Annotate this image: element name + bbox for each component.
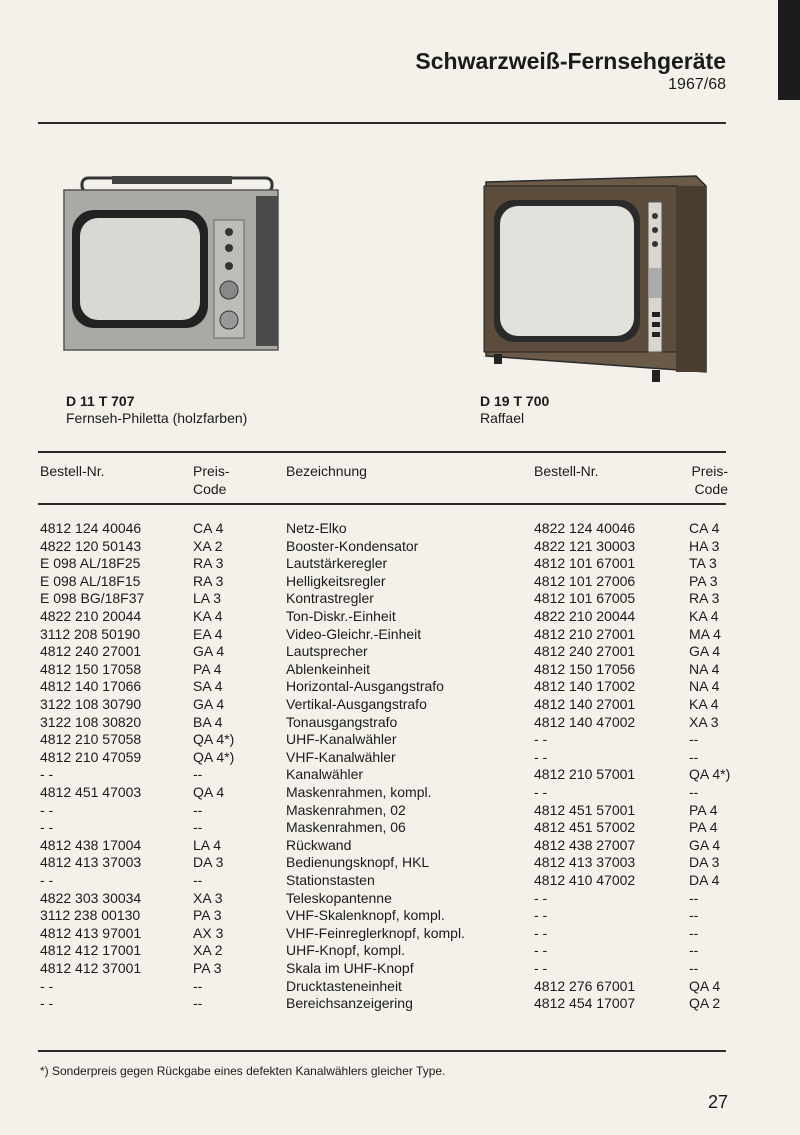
order-number-b: 4822 210 20044 [534,608,636,624]
table-row [0,819,800,837]
part-description: Drucktasteneinheit [286,977,402,994]
product-model: D 11 T 707 [66,393,135,409]
price-code-a: XA 2 [193,537,223,554]
part-description: Maskenrahmen, 06 [286,819,406,836]
product-image-philetta [62,176,282,352]
table-row [0,907,800,925]
order-number-b: 4812 140 47002 [534,713,636,730]
price-code-a: PA 3 [193,907,222,924]
part-description: Rückwand [286,836,352,853]
price-code-b: NA 4 [689,678,720,695]
order-number-a: 4812 413 97001 [40,924,142,941]
price-code-b: -- [689,784,699,800]
price-code-a: QA 4*) [193,731,235,748]
col-header-price-a [193,462,230,498]
part-description: VHF-Feinreglerknopf, kompl. [286,924,465,941]
table-row [0,960,800,978]
footnote: *) Sonderpreis gegen Rückgabe eines defekten Kanalwählers gleicher Type. [40,1064,446,1078]
price-code-a: BA 4 [193,713,223,730]
order-number-b: - - [534,924,548,941]
col-header-line: Preis- [691,463,728,479]
price-code-b: CA 4 [689,520,720,536]
order-number-a: 4822 210 20044 [40,608,142,624]
price-code-a: -- [193,872,203,888]
order-number-a: - - [40,766,54,783]
order-number-b: - - [534,960,548,976]
order-number-a: E 098 AL/18F25 [40,555,141,572]
page-subtitle: 1967/68 [668,76,726,93]
price-code-b: TA 3 [689,555,717,572]
order-number-b: 4812 410 47002 [534,872,636,888]
table-top-rule [38,451,726,453]
table-row [0,520,800,538]
price-code-b: GA 4 [689,643,721,660]
table-header-rule [38,503,726,505]
part-description: Lautstärkeregler [286,555,388,572]
part-description: Netz-Elko [286,520,347,536]
price-code-a: -- [193,819,203,836]
price-code-b: -- [689,889,699,906]
table-row [0,784,800,802]
price-code-b: -- [689,731,699,748]
price-code-b: NA 4 [689,660,720,677]
order-number-b: 4812 454 17007 [534,995,636,1012]
order-number-b: 4812 101 67001 [534,555,636,572]
order-number-a: 3122 108 30790 [40,696,142,712]
price-code-b: QA 2 [689,995,721,1012]
price-code-b: PA 4 [689,801,718,818]
price-code-b: -- [689,907,699,924]
price-code-b: PA 4 [689,819,718,836]
part-description: Kanalwähler [286,766,364,783]
price-code-b: MA 4 [689,625,721,642]
page-number: 27 [707,1092,728,1112]
part-description: Horizontal-Ausgangstrafo [286,678,444,695]
order-number-b: 4822 121 30003 [534,537,636,554]
price-code-a: -- [193,801,203,818]
order-number-a: 3112 208 50190 [40,625,141,642]
order-number-b: 4812 101 67005 [534,590,636,607]
table-row [0,854,800,872]
part-description: Skala im UHF-Knopf [286,960,414,976]
order-number-b: 4812 150 17056 [534,660,636,677]
table-row [0,714,800,732]
order-number-a: - - [40,801,54,818]
order-number-b: - - [534,942,548,959]
part-description: UHF-Kanalwähler [286,731,397,748]
table-row [0,696,800,714]
order-number-b: 4822 124 40046 [534,520,636,536]
part-description: UHF-Knopf, kompl. [286,942,406,959]
order-number-a: E 098 AL/18F15 [40,572,141,589]
part-description: Bedienungsknopf, HKL [286,854,430,871]
price-code-b: -- [689,942,699,959]
table-row [0,643,800,661]
price-code-a: PA 3 [193,960,222,976]
price-code-b: PA 3 [689,572,718,589]
order-number-a: 4822 303 30034 [40,889,142,906]
part-description: Booster-Kondensator [286,537,419,554]
price-code-a: -- [193,995,203,1012]
order-number-b: 4812 140 17002 [534,678,636,695]
part-description: Maskenrahmen, kompl. [286,784,432,800]
table-row [0,573,800,591]
price-code-a: CA 4 [193,520,224,536]
price-code-a: -- [193,766,203,783]
table-row [0,538,800,556]
page-title: Schwarzweiß-Fernsehgeräte [415,48,726,74]
table-row [0,590,800,608]
col-header-order-b: Bestell-Nr. [534,463,599,479]
order-number-a: 4812 124 40046 [40,520,142,536]
table-row [0,890,800,908]
order-number-b: 4812 210 27001 [534,625,636,642]
order-number-b: 4812 451 57001 [534,801,636,818]
price-code-a: DA 3 [193,854,224,871]
table-row [0,837,800,855]
table-row [0,995,800,1013]
order-number-a: 4812 451 47003 [40,784,142,800]
order-number-b: 4812 276 67001 [534,977,636,994]
price-code-a: RA 3 [193,572,224,589]
order-number-a: 4822 120 50143 [40,537,142,554]
part-description: VHF-Skalenknopf, kompl. [286,907,445,924]
price-code-a: QA 4 [193,784,225,800]
order-number-a: 4812 413 37003 [40,854,142,871]
order-number-a: 4812 412 17001 [40,942,142,959]
table-row [0,978,800,996]
order-number-b: 4812 210 57001 [534,766,636,783]
part-description: Ton-Diskr.-Einheit [286,608,396,624]
part-description: Ablenkeinheit [286,660,371,677]
part-description: Kontrastregler [286,590,374,607]
product-name: Raffael [480,410,525,426]
table-row [0,555,800,573]
col-header-order-a: Bestell-Nr. [40,463,105,479]
price-code-b: KA 4 [689,608,719,624]
order-number-a: 4812 150 17058 [40,660,142,677]
part-description: Bereichsanzeigering [286,995,413,1012]
price-code-a: SA 4 [193,678,223,695]
order-number-a: - - [40,872,54,888]
part-description: Tonausgangstrafo [286,713,398,730]
price-code-b: QA 4 [689,977,721,994]
price-code-b: HA 3 [689,537,720,554]
part-description: VHF-Kanalwähler [286,748,396,765]
top-rule [38,122,726,124]
order-number-b: 4812 413 37003 [534,854,636,871]
order-number-a: - - [40,819,54,836]
part-description: Video-Gleichr.-Einheit [286,625,422,642]
col-header-price-b [691,462,728,498]
table-row [0,766,800,784]
price-code-b: DA 4 [689,872,720,888]
page-edge-tab [778,0,800,100]
order-number-b: 4812 438 27007 [534,836,636,853]
part-description: Vertikal-Ausgangstrafo [286,696,427,712]
order-number-b: 4812 101 27006 [534,572,636,589]
col-header-line: Preis- [193,463,230,479]
product-model: D 19 T 700 [480,393,550,409]
order-number-a: 4812 240 27001 [40,643,142,660]
part-description: Maskenrahmen, 02 [286,801,406,818]
price-code-b: XA 3 [689,713,719,730]
price-code-b: QA 4*) [689,766,731,783]
price-code-a: AX 3 [193,924,224,941]
price-code-a: XA 2 [193,942,223,959]
order-number-a: 3122 108 30820 [40,713,142,730]
price-code-b: -- [689,960,699,976]
price-code-a: GA 4 [193,696,225,712]
order-number-a: 4812 412 37001 [40,960,142,976]
table-row [0,872,800,890]
product-name: Fernseh-Philetta (holzfarben) [66,410,248,426]
price-code-b: DA 3 [689,854,720,871]
price-code-b: RA 3 [689,590,720,607]
price-code-a: LA 4 [193,836,222,853]
price-code-b: -- [689,924,699,941]
price-code-b: GA 4 [689,836,721,853]
order-number-a: - - [40,977,54,994]
price-code-a: QA 4*) [193,748,235,765]
order-number-a: 4812 140 17066 [40,678,142,695]
table-row [0,749,800,767]
table-row [0,626,800,644]
price-code-a: KA 4 [193,608,223,624]
price-code-a: XA 3 [193,889,223,906]
col-header-line: Code [694,481,728,497]
price-code-a: EA 4 [193,625,223,642]
part-description: Teleskopantenne [286,889,392,906]
order-number-a: E 098 BG/18F37 [40,590,145,607]
price-code-a: PA 4 [193,660,222,677]
table-row [0,731,800,749]
table-row [0,608,800,626]
price-code-a: LA 3 [193,590,222,607]
part-description: Stationstasten [286,872,375,888]
table-row [0,925,800,943]
price-code-a: RA 3 [193,555,224,572]
order-number-b: 4812 240 27001 [534,643,636,660]
order-number-b: - - [534,784,548,800]
order-number-a: 4812 210 47059 [40,748,142,765]
order-number-a: 3112 238 00130 [40,907,141,924]
order-number-b: 4812 451 57002 [534,819,636,836]
col-header-line: Code [193,481,227,497]
price-code-b: -- [689,748,699,765]
order-number-b: 4812 140 27001 [534,696,636,712]
price-code-a: GA 4 [193,643,225,660]
product-image-raffael [476,172,708,384]
part-description: Helligkeitsregler [286,572,386,589]
table-row [0,661,800,679]
order-number-b: - - [534,731,548,748]
price-code-a: -- [193,977,203,994]
order-number-a: 4812 438 17004 [40,836,142,853]
table-row [0,942,800,960]
order-number-b: - - [534,907,548,924]
order-number-a: 4812 210 57058 [40,731,142,748]
col-header-description: Bezeichnung [286,463,367,479]
order-number-b: - - [534,748,548,765]
price-code-b: KA 4 [689,696,719,712]
table-row [0,678,800,696]
table-bottom-rule [38,1050,726,1052]
order-number-a: - - [40,995,54,1012]
part-description: Lautsprecher [286,643,368,660]
table-row [0,802,800,820]
order-number-b: - - [534,889,548,906]
